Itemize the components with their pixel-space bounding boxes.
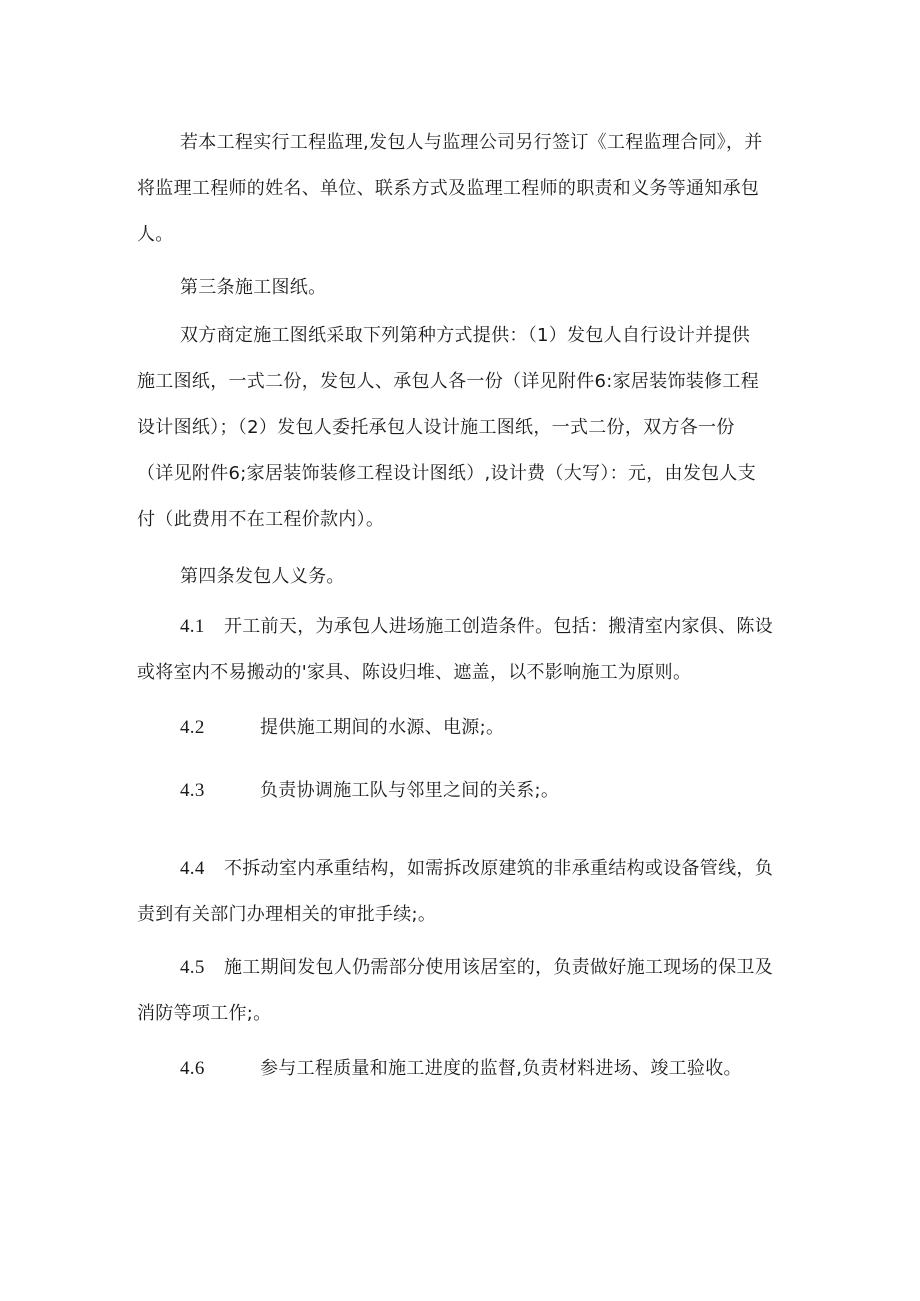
paragraph-line: 人。 (137, 224, 174, 245)
item-text: 不拆动室内承重结构，如需拆改原建筑的非承重结构或设备管线，负 (224, 858, 773, 879)
item-text: 负责协调施工队与邻里之间的关系;。 (260, 780, 560, 801)
item-4-2 (137, 705, 797, 751)
item-4-6 (137, 1046, 797, 1092)
item-line: 消防等项工作;。 (137, 1003, 272, 1024)
item-text: 提供施工期间的水源、电源;。 (260, 717, 505, 738)
item-text: 开工前天，为承包人进场施工创造条件。包括：搬清室内家俱、陈设 (224, 616, 773, 637)
item-line (137, 846, 797, 892)
item-number: 4.3 (180, 780, 205, 801)
item-line (137, 945, 797, 991)
item-number: 4.4 (180, 858, 205, 879)
item-line: 责到有关部门办理相关的审批手续;。 (137, 904, 437, 925)
item-line (137, 1046, 797, 1092)
paragraph-line: 双方商定施工图纸采取下列第种方式提供：（1）发包人自行设计并提供 (180, 325, 751, 346)
article-4-title: 第四条发包人义务。 (180, 566, 345, 587)
paragraph-line: 付（此费用不在工程价款内）。 (137, 509, 385, 530)
item-line (137, 604, 797, 650)
item-number: 4.5 (180, 957, 205, 978)
paragraph-line: 若本工程实行工程监理,发包人与监理公司另行签订《工程监理合同》，并 (180, 132, 763, 153)
article-3-title: 第三条施工图纸。 (180, 277, 327, 298)
paragraph-drawings (137, 313, 797, 543)
item-line: 或将室内不易搬动的'家具、陈设归堆、遮盖，以不影响施工为原则。 (137, 662, 692, 683)
item-line (137, 705, 797, 751)
item-4-5 (137, 945, 797, 1037)
paragraph-supervision (137, 120, 797, 258)
item-4-3 (137, 768, 797, 814)
paragraph-line: 将监理工程师的姓名、单位、联系方式及监理工程师的职责和义务等通知承包 (137, 178, 760, 199)
item-number: 4.2 (180, 717, 205, 738)
paragraph-line: （详见附件6;家居装饰装修工程设计图纸）,设计费（大写）：元，由发包人支 (137, 463, 757, 484)
item-number: 4.6 (180, 1058, 205, 1079)
item-text: 施工期间发包人仍需部分使用该居室的，负责做好施工现场的保卫及 (224, 957, 773, 978)
item-4-1 (137, 604, 797, 696)
paragraph-line: 施工图纸，一式二份，发包人、承包人各一份（详见附件6:家居装饰装修工程 (137, 371, 760, 392)
item-4-4 (137, 846, 797, 938)
item-line (137, 768, 797, 814)
item-text: 参与工程质量和施工进度的监督,负责材料进场、竣工验收。 (260, 1058, 742, 1079)
item-number: 4.1 (180, 616, 205, 637)
paragraph-line: 设计图纸）；（2）发包人委托承包人设计施工图纸，一式二份，双方各一份 (137, 417, 735, 438)
